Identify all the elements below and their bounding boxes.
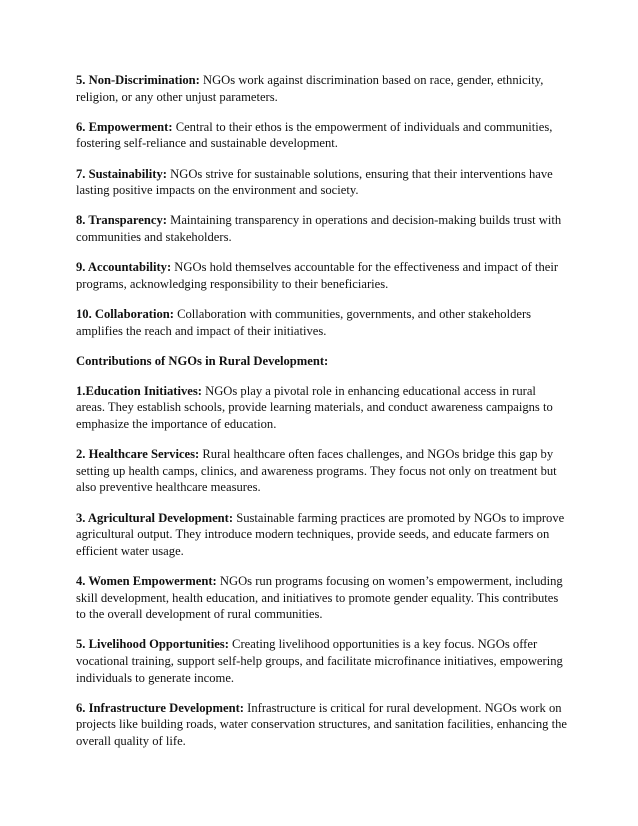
principle-text: NGOs strive for sustainable solutions, ensuring that their interventions have lasting positive impacts on the environment and society.	[76, 166, 553, 198]
principle-text: Collaboration with communities, governments, and other stakeholders amplifies the reach and impact of their initiatives.	[76, 306, 532, 338]
principle-sustainability	[76, 166, 568, 199]
principle-title: 6. Empowerment:	[76, 119, 173, 134]
principle-text: Maintaining transparency in operations and decision-making builds trust with communities and stakeholders.	[76, 213, 562, 244]
contribution-text: NGOs play a pivotal role in enhancing educational access in rural areas. They establish schools, provide learning materials, and conduct awareness campaigns to emphasize the importance of education.	[76, 383, 553, 432]
principle-text: Central to their ethos is the empowerment of individuals and communities, fostering self-reliance and sustainable development.	[76, 119, 553, 151]
contribution-title: 4. Women Empowerment:	[76, 574, 217, 588]
contribution-text: Rural healthcare often faces challenges, and NGOs bridge this gap by setting up health camps, clinics, and awareness programs. They focus not only on treatment but also preventive healthcare measures.	[76, 447, 557, 495]
principle-transparency	[76, 212, 568, 245]
contribution-title: 1.Education Initiatives:	[76, 383, 202, 398]
principle-text: NGOs work against discrimination based on race, gender, ethnicity, religion, or any other unjust parameters.	[76, 73, 544, 104]
principle-title: 5. Non-Discrimination:	[76, 73, 200, 87]
contribution-title: 5. Livelihood Opportunities:	[76, 637, 229, 652]
contribution-livelihood	[76, 636, 568, 686]
contribution-text: Creating livelihood opportunities is a key focus. NGOs offer vocational training, support self-help groups, and facilitate microfinance initiatives, empowering individuals to generate income.	[76, 637, 563, 685]
principle-accountability	[76, 259, 568, 292]
principle-title: 9. Accountability:	[76, 260, 172, 275]
document-body	[76, 72, 568, 763]
contribution-education	[76, 383, 568, 433]
principle-text: NGOs hold themselves accountable for the effectiveness and impact of their programs, acknowledging responsibility to their beneficiaries.	[76, 260, 559, 291]
principle-title: 7. Sustainability:	[76, 166, 167, 181]
contribution-text: NGOs run programs focusing on women’s empowerment, including skill development, health education, and initiatives to promote gender equality. This contributes to the overall development of rural communities.	[76, 574, 563, 622]
contribution-title: 2. Healthcare Services:	[76, 447, 200, 462]
contribution-infrastructure	[76, 700, 568, 750]
contribution-healthcare	[76, 446, 568, 496]
section-heading: Contributions of NGOs in Rural Development:	[76, 353, 329, 368]
contribution-title: 3. Agricultural Development:	[76, 510, 234, 525]
principle-empowerment	[76, 119, 568, 152]
contribution-title: 6. Infrastructure Development:	[76, 700, 244, 715]
principle-non-discrimination	[76, 72, 568, 105]
principle-title: 10. Collaboration:	[76, 306, 174, 321]
principle-title: 8. Transparency:	[76, 213, 167, 228]
contribution-women-empowerment	[76, 573, 568, 623]
principle-collaboration	[76, 306, 568, 339]
contribution-text: Infrastructure is critical for rural development. NGOs work on projects like building roads, water conservation structures, and sanitation facilities, enhancing the overall quality of life.	[76, 700, 568, 748]
contribution-text: Sustainable farming practices are promoted by NGOs to improve agricultural output. They introduce modern techniques, provide seeds, and educate farmers on efficient water usage.	[76, 510, 565, 558]
contribution-agriculture	[76, 510, 568, 560]
